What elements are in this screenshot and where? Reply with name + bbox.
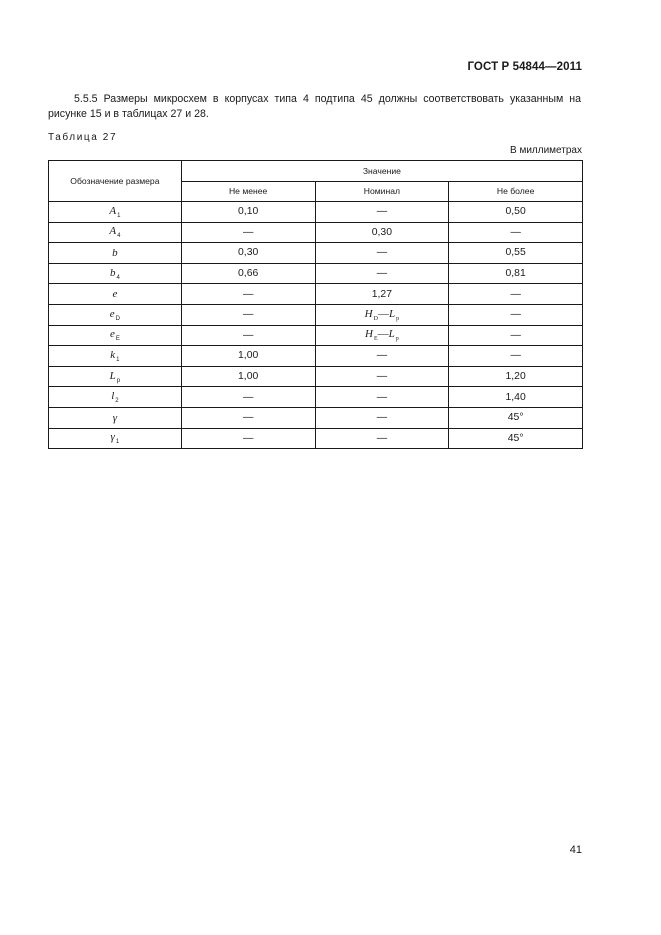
table-caption: Таблица 27 — [48, 132, 118, 143]
cell-max: 0,55 — [449, 243, 583, 264]
cell-max: 0,81 — [449, 263, 583, 284]
units-note: В миллиметрах — [510, 145, 582, 156]
cell-min: — — [181, 407, 315, 428]
cell-designation — [49, 202, 182, 223]
cell-min: — — [181, 428, 315, 449]
cell-designation — [49, 304, 182, 325]
symbol: γ — [112, 411, 118, 424]
cell-nominal — [315, 304, 449, 325]
cell-min: — — [181, 325, 315, 346]
table-row — [49, 202, 583, 223]
cell-designation — [49, 428, 182, 449]
header-nominal: Номинал — [315, 181, 449, 202]
cell-nominal: — — [315, 407, 449, 428]
nominal-term-a: H — [365, 328, 373, 341]
nominal-term-b-sub: p — [396, 315, 400, 322]
cell-designation — [49, 263, 182, 284]
cell-min: 0,10 — [181, 202, 315, 223]
header-max: Не более — [449, 181, 583, 202]
symbol: A — [109, 204, 117, 217]
cell-nominal: — — [315, 366, 449, 387]
nominal-dash: — — [377, 307, 389, 320]
cell-max: — — [449, 222, 583, 243]
symbol: b — [112, 246, 118, 259]
cell-min: 1,00 — [181, 346, 315, 367]
symbol-subscript: p — [116, 377, 121, 384]
paragraph-line-2: рисунке 15 и в таблицах 27 и 28. — [48, 108, 209, 120]
header-designation: Обозначение размера — [49, 161, 182, 202]
cell-max: 0,50 — [449, 202, 583, 223]
table-row — [49, 243, 583, 264]
symbol: e — [109, 307, 115, 320]
symbol-subscript: 1 — [116, 356, 120, 363]
dimensions-table — [48, 160, 583, 449]
table-body — [49, 202, 583, 449]
cell-nominal: — — [315, 387, 449, 408]
nominal-dash: — — [377, 328, 389, 341]
cell-max: — — [449, 284, 583, 305]
cell-nominal: — — [315, 243, 449, 264]
symbol-subscript: 1 — [115, 439, 120, 446]
cell-designation — [49, 284, 182, 305]
header-min: Не менее — [181, 181, 315, 202]
cell-designation — [49, 325, 182, 346]
cell-max: — — [449, 325, 583, 346]
symbol-subscript: 4 — [116, 274, 120, 281]
symbol-subscript: 2 — [115, 398, 119, 405]
symbol: L — [109, 369, 116, 382]
nominal-term-a-sub: E — [373, 336, 378, 343]
symbol: b — [109, 266, 116, 279]
table-row — [49, 387, 583, 408]
table-row — [49, 284, 583, 305]
cell-min: — — [181, 304, 315, 325]
symbol-subscript: 1 — [117, 212, 121, 219]
cell-min: — — [181, 222, 315, 243]
cell-max: 1,20 — [449, 366, 583, 387]
symbol: e — [112, 288, 118, 301]
table-row — [49, 325, 583, 346]
table-row — [49, 346, 583, 367]
symbol: γ — [110, 431, 115, 444]
cell-max: — — [449, 346, 583, 367]
cell-nominal: — — [315, 346, 449, 367]
cell-max: 45° — [449, 407, 583, 428]
cell-max: — — [449, 304, 583, 325]
cell-max: 1,40 — [449, 387, 583, 408]
cell-designation — [49, 243, 182, 264]
paragraph-line-1: 5.5.5 Размеры микросхем в корпусах типа 4 подтипа 45 должны соответствовать указанным на — [74, 93, 581, 105]
nominal-term-b-sub: p — [395, 336, 399, 343]
nominal-term-a: H — [364, 307, 373, 320]
symbol: l — [111, 390, 115, 403]
cell-min: — — [181, 284, 315, 305]
symbol-subscript: 4 — [117, 233, 121, 240]
nominal-term-a-sub: D — [373, 315, 378, 322]
nominal-term-b: L — [388, 307, 396, 320]
symbol-subscript: E — [115, 336, 120, 343]
cell-min: — — [181, 387, 315, 408]
symbol: k — [110, 348, 116, 361]
cell-max: 45° — [449, 428, 583, 449]
table-row — [49, 304, 583, 325]
symbol: A — [109, 225, 117, 238]
cell-min: 0,66 — [181, 263, 315, 284]
cell-designation — [49, 366, 182, 387]
cell-nominal: — — [315, 202, 449, 223]
symbol: e — [109, 328, 115, 341]
table-row — [49, 222, 583, 243]
clause-paragraph — [48, 92, 581, 122]
table-row — [49, 263, 583, 284]
symbol-subscript: D — [115, 315, 121, 322]
table-row — [49, 407, 583, 428]
cell-nominal — [315, 325, 449, 346]
page-number: 41 — [569, 844, 582, 856]
header-value: Значение — [181, 161, 582, 182]
cell-nominal: — — [315, 263, 449, 284]
cell-min: 0,30 — [181, 243, 315, 264]
cell-designation — [49, 407, 182, 428]
cell-nominal: 1,27 — [315, 284, 449, 305]
cell-nominal: 0,30 — [315, 222, 449, 243]
table-row — [49, 366, 583, 387]
nominal-term-b: L — [388, 328, 395, 341]
cell-nominal: — — [315, 428, 449, 449]
cell-min: 1,00 — [181, 366, 315, 387]
cell-designation — [49, 222, 182, 243]
standard-designation: ГОСТ Р 54844—2011 — [467, 61, 582, 73]
cell-designation — [49, 346, 182, 367]
table-row — [49, 428, 583, 449]
cell-designation — [49, 387, 182, 408]
